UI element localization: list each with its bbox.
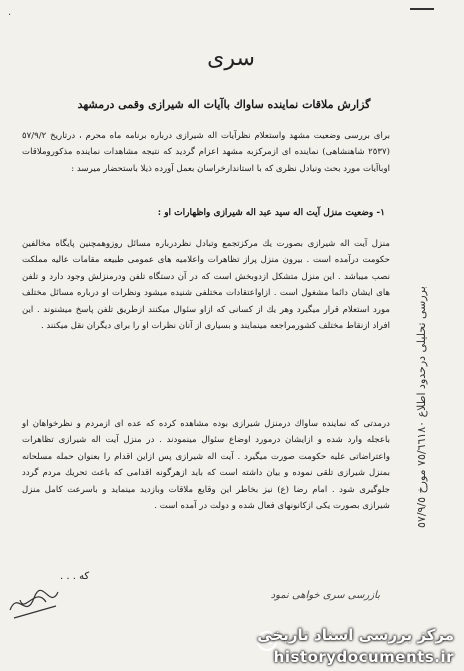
document-title: گزارش ملاقات نماينده ساواك باآيات اله شيرازى وقمى درمشهد: [77, 98, 371, 111]
handwritten-footer-note: بازرسى سرى خواهى نمود: [270, 590, 380, 601]
paragraph-intro: براى بررسى وضعيت مشهد واستعلام نظرآيات اله شيرازى درباره برنامه ماه محرم ، درتاريخ ٥٧/٩/٢ (٢٥٣٧ شاهنشاهى) نماينده اى ازمركزبه مشهد اعزام گرديد كه نتيجه مشاهدات نماينده مذكوروملاقات اوباآيات مورد بحث ونيادل نظرى كه با استاندارخراسان بعمل آورده ذيلا باستحضار ميرسد :: [22, 131, 390, 174]
page-marker: ·: [8, 10, 12, 21]
watermark-url: historydocuments.ir: [273, 648, 454, 666]
signature-scribble-icon: [6, 580, 66, 626]
paragraph-house-status: منزل آيت اله شيرازى بصورت يك مركزتجمع وتبادل نظردرباره مسائل روزوهمچنين پايگاه مخالفين حكومت درآمده است . بيرون منزل پراز تظاهرات واعلاميه هاى عمومى طبيعه مقامات عاليه مملكت نصب ميباشد . اين منزل متشكل ازدوبخش است كه در آن دستگاه تلفن ودرمنزلش وجود دارد و تلفن هاى ايشان دائما مشغول است . ازاواعتقادات مختلفى شنيده ميشود ونظرات او درباره مسائل مختلف مورد استعلام قرار ميگيرد وهر يك از كسانى كه ازاو سئوال ميكنند ازطريق تلفن پاسخ ميشنوند . اين افراد ازنقاط مختلف كشورمراجعه مينمايند و بسيارى از آنان نظرات او را براى ديگران نقل ميكنند .: [22, 239, 390, 332]
paragraph-observation: درمدتى كه نماينده ساواك درمنزل شيرازى بوده مشاهده كرده كه عده اى ازمردم و نظرخواهان او باعجله وارد شده و ازايشان درمورد اوضاع سئوال مينمودند . در منزل آيت اله شيرازى تظاهرات واعتراضاتى عليه حكومت صورت ميگيرد . آيت اله شيرازى پس ازاين اقدام را بعنوان حمله مسلحانه بمنزل شيرازى تلقى نموده و بيان داشته است كه بايد ازهرگونه اقدامى كه باعث تحريك مردم گردد جلوگيرى شود . امام رضا (ع) نيز بخاطر اين وقايع ملاقات وبازديد مينمايد و باسرعت كامل منزل شيرازى بصورت يكى ازكانونهاى فعال شده و دولت در آمده است .: [22, 419, 390, 512]
archive-watermark: [180, 626, 464, 671]
classification-stamp: سرى: [207, 46, 255, 71]
continuation-mark: كه . . .: [60, 571, 90, 582]
margin-handwritten-note: بررسى تحليلى درحدود اطلاع ٧٥/٦٦١٨٠ مورخ ٥٧/٩/٥: [415, 286, 428, 528]
top-edge-mark: [410, 8, 434, 10]
item-heading: ١- وضعيت منزل آيت اله سيد عبد اله شيرازى واظهارات او :: [157, 208, 385, 218]
watermark-title: مركز بررسى اسناد تاريخى: [257, 626, 454, 644]
